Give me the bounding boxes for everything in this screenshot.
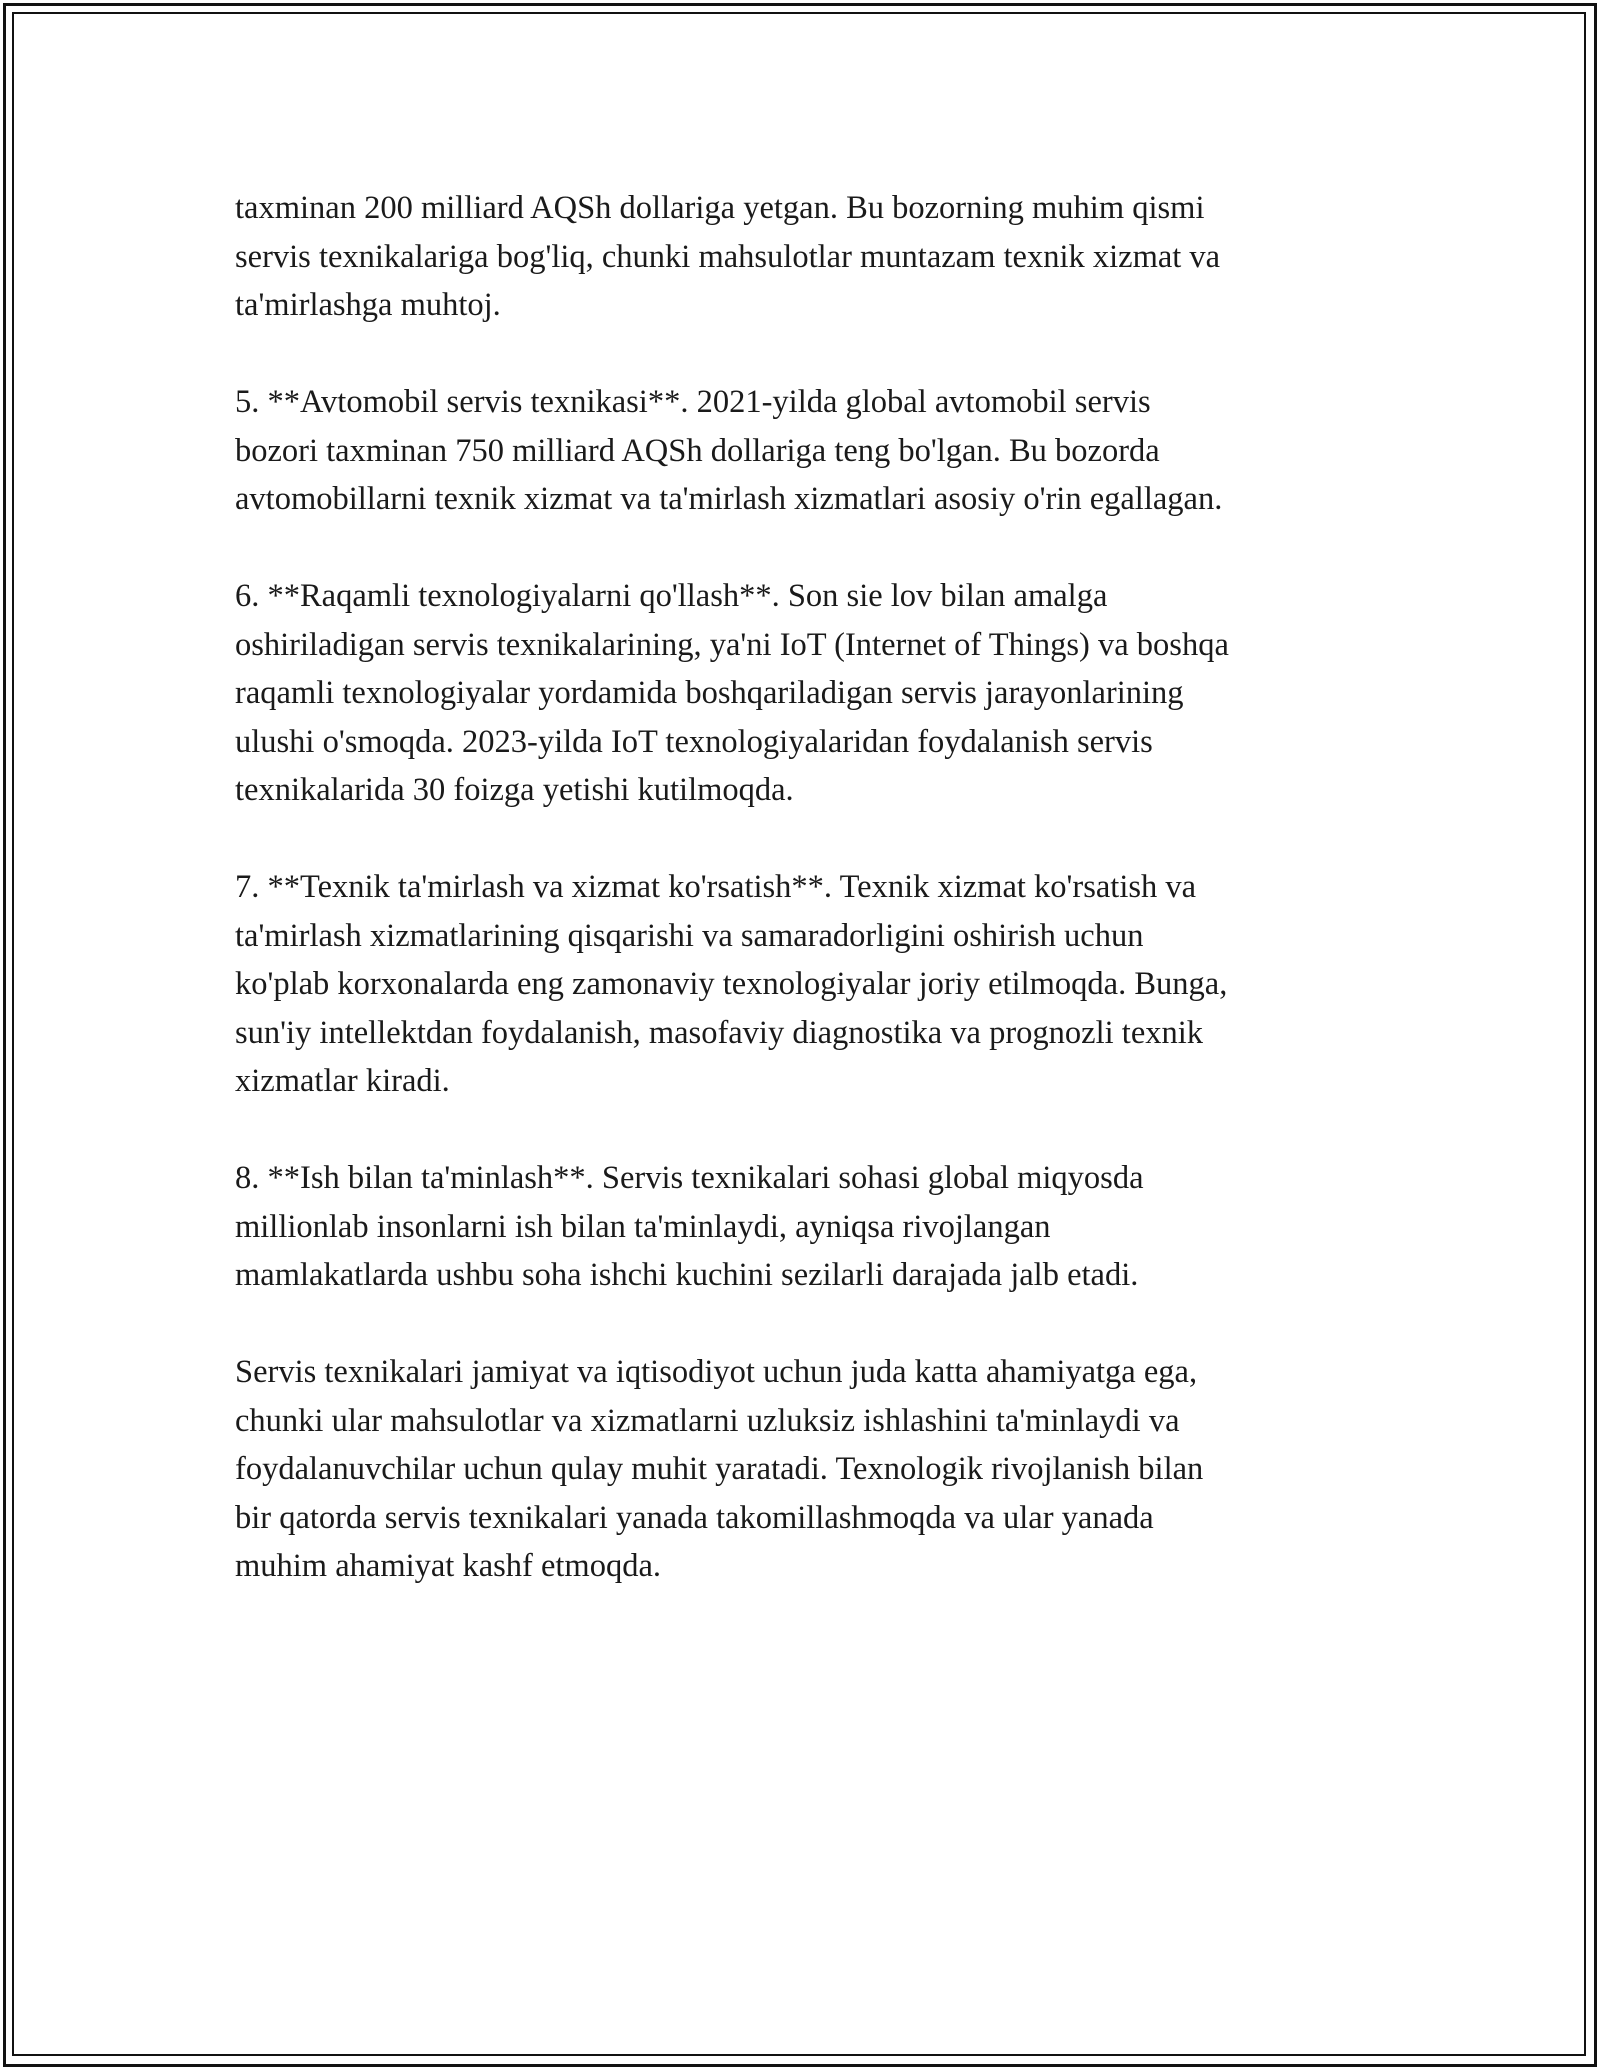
- paragraph-conclusion: Servis texnikalari jamiyat va iqtisodiyot uchun juda katta ahamiyatga ega, chunki ular mahsulotlar va xizmatlarni uzluksiz ishlashini ta'minlaydi va foydalanuvchilar uchun qulay muhit yaratadi. Texnologik rivojlanish bilan bir qatorda servis texnikalari yanada takomillashmoqda va ular yanada muhim ahamiyat kashf etmoqda.: [235, 1354, 1204, 1584]
- paragraph-digital-technologies: 6. **Raqamli texnologiyalarni qo'llash**. Son sie lov bilan amalga oshiriladigan servis texnikalarining, ya'ni IoT (Internet of Things) va boshqa raqamli texnologiyalar yordamida boshqariladigan servis jarayonlarining ulushi o'smoqda. 2023-yilda IoT texnologiyalaridan foydalanish servis texnikalarida 30 foizga yetishi kutilmoqda.: [235, 578, 1229, 808]
- paragraph-repair-maintenance: 7. **Texnik ta'mirlash va xizmat ko'rsatish**. Texnik xizmat ko'rsatish va ta'mirlash xizmatlarining qisqarishi va samaradorligini oshirish uchun ko'plab korxonalarda eng zamonaviy texnologiyalar joriy etilmoqda. Bunga, sun'iy intellektdan foydalanish, masofaviy diagnostika va prognozli texnik xizmatlar kiradi.: [235, 869, 1228, 1099]
- paragraph-automotive-service: 5. **Avtomobil servis texnikasi**. 2021-yilda global avtomobil servis bozori taxminan 750 milliard AQSh dollariga teng bo'lgan. Bu bozorda avtomobillarni texnik xizmat va ta'mirlash xizmatlari asosiy o'rin egallagan.: [235, 384, 1223, 517]
- paragraph-market-continuation: taxminan 200 milliard AQSh dollariga yetgan. Bu bozorning muhim qismi servis texnikalariga bog'liq, chunki mahsulotlar muntazam texnik xizmat va ta'mirlashga muhtoj.: [235, 190, 1221, 323]
- paragraph-employment: 8. **Ish bilan ta'minlash**. Servis texnikalari sohasi global miqyosda millionlab insonlarni ish bilan ta'minlaydi, ayniqsa rivojlangan mamlakatlarda ushbu soha ishchi kuchini sezilarli darajada jalb etadi.: [235, 1160, 1144, 1293]
- document-body: [235, 184, 1365, 1639]
